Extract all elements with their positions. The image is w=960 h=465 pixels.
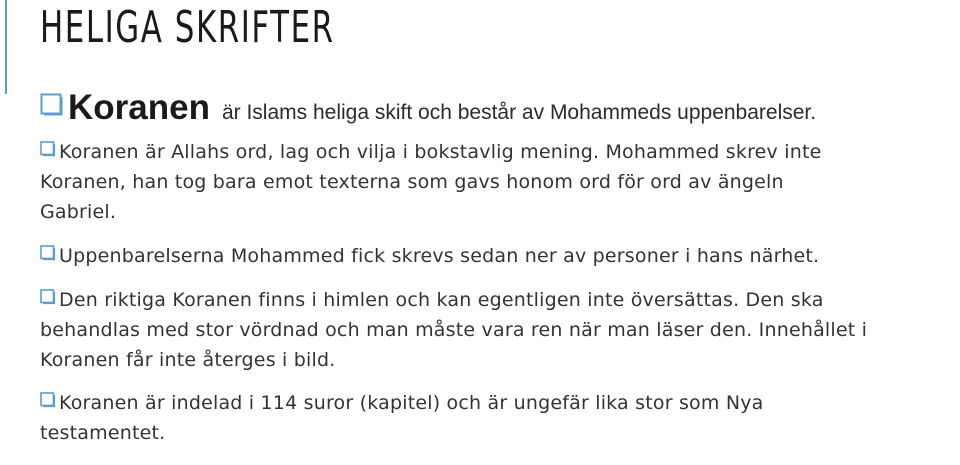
bullet-item-3	[40, 285, 955, 375]
bullet-item-2	[40, 241, 955, 271]
lead-term: Koranen	[68, 88, 210, 127]
page-title: HELIGA SKRIFTER	[40, 2, 335, 53]
paragraph-line: Gabriel.	[40, 201, 117, 223]
paragraph-line: behandlas med stor vördnad och man måste vara ren när man läser den. Innehållet i	[40, 319, 868, 341]
bullet-item-lead	[40, 88, 955, 128]
paragraph-line	[40, 285, 955, 315]
paragraph-line: testamentet.	[40, 422, 166, 444]
paragraph-line	[40, 241, 955, 271]
paragraph-text: Uppenbarelserna Mohammed fick skrevs sedan ner av personer i hans närhet.	[59, 245, 820, 267]
bullet-list	[40, 88, 955, 448]
paragraph-text: Koranen är Allahs ord, lag och vilja i bokstavlig mening. Mohammed skrev inte	[59, 141, 822, 163]
paragraph-line	[40, 388, 955, 418]
square-box-bullet-icon	[40, 93, 66, 119]
square-box-bullet-icon	[40, 245, 57, 262]
lead-text: är Islams heliga skift och består av Mohammeds uppenbarelser.	[221, 101, 817, 124]
bullet-item-1	[40, 137, 955, 227]
bullet-item-4	[40, 388, 955, 448]
paragraph-line	[40, 137, 955, 167]
square-box-bullet-icon	[40, 392, 57, 409]
paragraph-text: Den riktiga Koranen finns i himlen och kan egentligen inte översättas. Den ska	[59, 289, 824, 311]
paragraph-line: Koranen får inte återges i bild.	[40, 349, 336, 371]
paragraph-line: Koranen, han tog bara emot texterna som gavs honom ord för ord av ängeln	[40, 171, 784, 193]
square-box-bullet-icon	[40, 289, 57, 306]
square-box-bullet-icon	[40, 141, 57, 158]
paragraph-text: Koranen är indelad i 114 suror (kapitel) och är ungefär lika stor som Nya	[59, 392, 764, 414]
accent-line	[5, 0, 7, 94]
